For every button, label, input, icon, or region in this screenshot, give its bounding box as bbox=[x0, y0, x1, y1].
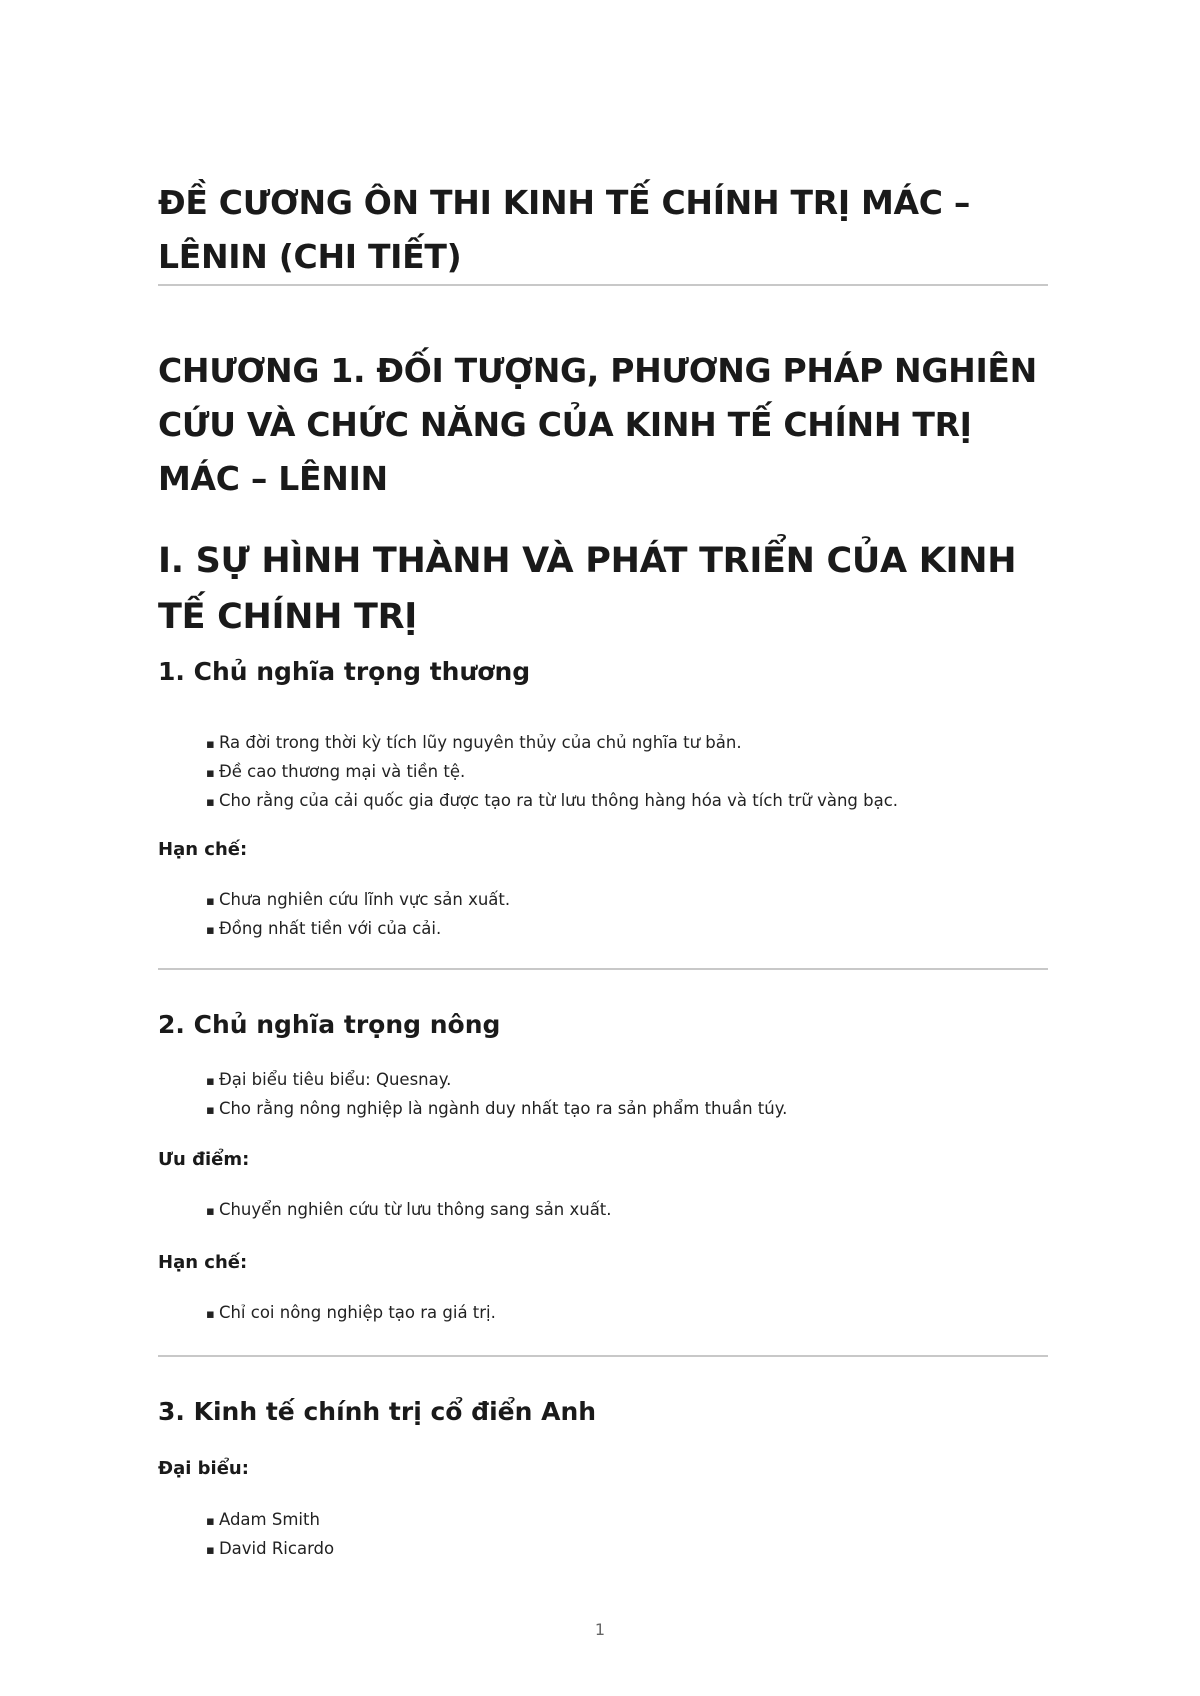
section-title-mercantilism: 1. Chủ nghĩa trọng thương bbox=[158, 657, 531, 686]
list-item: ▪ Cho rằng của cải quốc gia được tạo ra từ lưu thông hàng hóa và tích trữ vàng bạc. bbox=[206, 787, 898, 816]
limitations-label: Hạn chế: bbox=[158, 839, 248, 860]
bullet-list bbox=[206, 1506, 334, 1564]
merits-label: Ưu điểm: bbox=[158, 1149, 250, 1170]
section-title-classical-english: 3. Kinh tế chính trị cổ điển Anh bbox=[158, 1397, 597, 1426]
list-item: ▪ Đồng nhất tiền với của cải. bbox=[206, 915, 510, 944]
limitations-label: Hạn chế: bbox=[158, 1252, 248, 1273]
part-title: I. SỰ HÌNH THÀNH VÀ PHÁT TRIỂN CỦA KINH TẾ CHÍNH TRỊ bbox=[158, 541, 1017, 637]
list-item: ▪ Adam Smith bbox=[206, 1506, 334, 1535]
bullet-list bbox=[206, 886, 510, 944]
section-title-physiocracy: 2. Chủ nghĩa trọng nông bbox=[158, 1010, 501, 1039]
bullet-list bbox=[206, 1196, 612, 1225]
list-item: ▪ Chỉ coi nông nghiệp tạo ra giá trị. bbox=[206, 1299, 496, 1328]
list-item: ▪ Chuyển nghiên cứu từ lưu thông sang sản xuất. bbox=[206, 1196, 612, 1225]
list-item: ▪ Đề cao thương mại và tiền tệ. bbox=[206, 758, 898, 787]
bullet-list bbox=[206, 1066, 787, 1124]
list-item: ▪ Ra đời trong thời kỳ tích lũy nguyên thủy của chủ nghĩa tư bản. bbox=[206, 729, 898, 758]
document-title: ĐỀ CƯƠNG ÔN THI KINH TẾ CHÍNH TRỊ MÁC – LÊNIN (CHI TIẾT) bbox=[158, 183, 971, 276]
chapter-title: CHƯƠNG 1. ĐỐI TƯỢNG, PHƯƠNG PHÁP NGHIÊN CỨU VÀ CHỨC NĂNG CỦA KINH TẾ CHÍNH TRỊ MÁC – LÊNIN bbox=[158, 351, 1037, 498]
horizontal-rule bbox=[158, 968, 1048, 970]
list-item: ▪ David Ricardo bbox=[206, 1535, 334, 1564]
bullet-list bbox=[206, 1299, 496, 1328]
horizontal-rule bbox=[158, 284, 1048, 286]
page-number: 1 bbox=[594, 1620, 606, 1639]
bullet-list bbox=[206, 729, 898, 816]
representatives-label: Đại biểu: bbox=[158, 1458, 249, 1479]
list-item: ▪ Chưa nghiên cứu lĩnh vực sản xuất. bbox=[206, 886, 510, 915]
list-item: ▪ Đại biểu tiêu biểu: Quesnay. bbox=[206, 1066, 787, 1095]
horizontal-rule bbox=[158, 1355, 1048, 1357]
list-item: ▪ Cho rằng nông nghiệp là ngành duy nhất tạo ra sản phẩm thuần túy. bbox=[206, 1095, 787, 1124]
